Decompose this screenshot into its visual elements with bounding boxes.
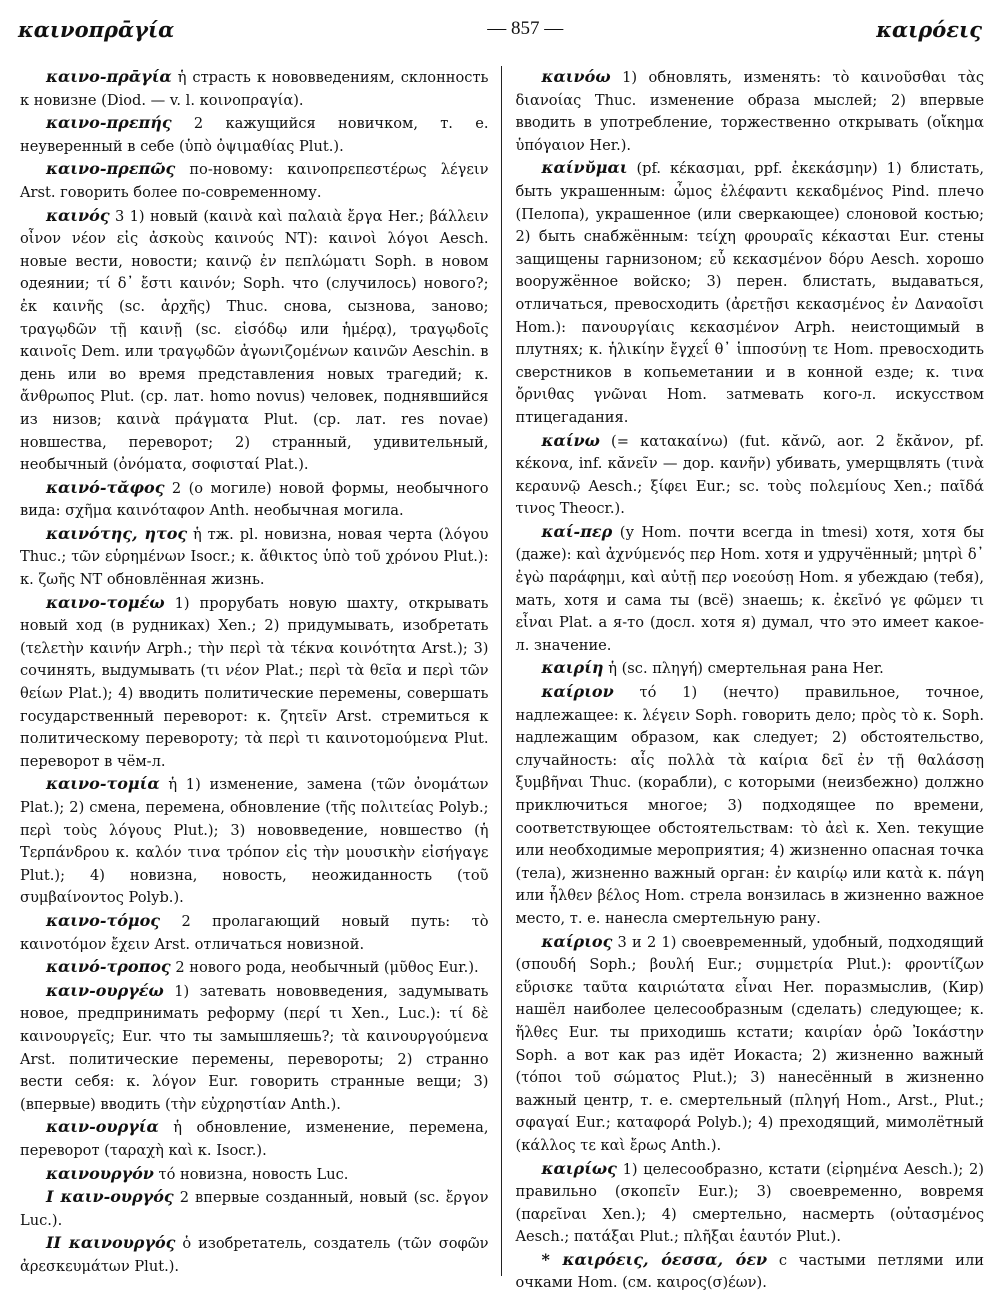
entry-definition: τό 1) (нечто) правильное, точное, надлежащее: κ. λέγειν Soph. говорить дело; πρὸς τὸ κ. Soph. надлежащим образом, как следует; 2) обстоятельство, случайность: αἷς πολλὰ τὰ καίρια δεῖ ἐν τῇ θαλάσσῃ ξυμβῆναι Thuc. (корабли), с которыми (неизбежно) должно приключиться многое; 3) подходящее по времени, соответствующее обстоятельствам: τὸ ἀεὶ κ. Xen. текущие или необходимые мероприятия; 4) жизненно опасная точка (тела), жизненно важный орган: ἐν καιρίῳ или κατὰ κ. πάγη или ἦλθεν βέλος Hom. стрела вонзилась в жизненно важное место, т. е. нанесла смертельную рану.: [515, 684, 985, 927]
dictionary-entry: [516, 521, 985, 658]
entry-definition: ὁ изобретатель, создатель (τῶν σοφῶν ἀρεσκευμάτων Plut.).: [20, 1235, 489, 1275]
entry-definition: 1) прорубать новую шахту, открывать новый ход (в рудниках) Xen.; 2) придумывать, изобретать (τελετὴν καινήν Arph.; τὴν περὶ τὰ τέκνα κοινότητα Arst.); 3) сочинять, выдумывать (τι νέον Plat.; περὶ τὰ θεῖα и περὶ τῶν θείων Plat.); 4) вводить политические перемены, совершать государственный переворот: κ. ζητεῖν Arst. стремиться к политическому перевороту; τὰ περὶ τι καινοτομούμενα Plut. переворот в чём-л.: [20, 594, 489, 770]
entry-definition: 2 кажущийся новичком, т. е. неуверенный в себе (ὑπὸ ὀψιμαθίας Plut.).: [20, 115, 489, 155]
dictionary-entry: [20, 523, 489, 592]
left-column: [16, 66, 502, 1276]
entry-headword: καινός: [46, 205, 110, 225]
entry-headword: καινο-τομία: [46, 774, 160, 794]
entry-definition: 3 и 2 1) своевременный, удобный, подходящий (σπουδή Soph.; βουλή Eur.; συμμετρία Plut.): φροντίζων εὕρισκε ταῦτα καιριώτατα εἶναι Her. поразмыслив, (Кир) нашёл наиболее целесообразным (сделать) следующее; κ. ἥλθες Eur. ты приходишь кстати; καιρίαν ὁρῶ Ἰοκάστην Soph. а вот как раз идёт Иокаста; 2) жизненно важный (τόποι τοῦ σώματος Plut.); 3) нанесённый в жизненно важный центр, т. е. смертельный (πληγή Hom., Arst., Plut.; σφαγαί Eur.; καταφορά Polyb.); 4) преходящий, мимолётный (κάλλος τε καὶ ἔρως Anth.).: [515, 933, 985, 1154]
dictionary-entry: [20, 158, 489, 204]
dictionary-entry: [516, 157, 985, 429]
page-header: [18, 12, 982, 46]
entry-definition: ἡ (sc. πληγή) смертельная рана Her.: [608, 660, 884, 678]
entry-headword: καιν-ουργέω: [46, 980, 164, 1000]
entry-definition: (pf. κέκασμαι, ppf. ἐκεκάσμην) 1) блистать, быть украшенным: ὦμος ἐλέφαντι κεκαδμένος Pind. плечо (Пелопа), украшенное (или сверкающее) слоновой костью; 2) быть снабжённым: τείχη φρουραῖς κέκασται Eur. стены защищены гарнизоном; εὖ κεκασμένον δόρυ Aesch. хорошо вооружённое войско; 3) перен. блистать, выдаваться, отличаться, превосходить (ἀρετῇσι κεκασμένος ἐν Δαναοῖσι Hom.): πανουργίαις κεκασμένον Arph. неистощимый в плутнях; κ. ἡλικίην ἔγχεΐ θ᾽ ἱπποσύνῃ τε Hom. превосходить сверстников в копьеметании и в конной езде; κ. τινα ὄρνιθας γνῶναι Hom. затмевать кого-л. искусством птицегадания.: [515, 160, 984, 426]
entry-definition: 1) обновлять, изменять: τὸ καινοῦσθαι τὰς διανοίας Thuc. изменение образа мыслей; 2) впервые вводить в употребление, торжественно открывать (οἴκημα ὑπόγαιον Her.).: [515, 69, 985, 154]
dictionary-entry: [20, 205, 489, 477]
entry-definition: 2 впервые созданный, новый (sc. ἔργον Luc.).: [20, 1189, 489, 1229]
entry-headword: καινουργόν: [46, 1163, 154, 1183]
entry-headword: I καιν-ουργός: [46, 1187, 174, 1207]
entry-definition: (у Hom. почти всегда in tmesi) хотя, хотя бы (даже): καὶ ἀχνύμενός περ Hom. хотя и удручённый; μητρὶ δ᾽ ἐγὼ παράφημι, καὶ αὐτῇ περ νοεούσῃ Hom. я убеждаю (тебя), мать, хотя и сама ты (всё) знаешь; κ. ἐκεῖνό γε φῶμεν τι εἶναι Plat. а я-то (досл. хотя я) думал, что это имеет какое-л. значение.: [515, 523, 985, 654]
entry-headword: καίριον: [541, 682, 614, 702]
dictionary-entry: [516, 430, 985, 521]
running-head-right: καιρόεις: [876, 16, 982, 42]
entry-definition: с частыми петлями или очками Hom. (см. καιρος(σ)έων).: [515, 1251, 985, 1292]
entry-definition: 2 пролагающий новый путь: τὸ καινοτόμον ἔχειν Arst. отличаться новизной.: [20, 912, 489, 953]
dictionary-entry: [20, 1186, 489, 1232]
entry-headword: καιρίως: [541, 1158, 617, 1178]
entry-definition: 2 нового рода, необычный (μῦθος Eur.).: [175, 959, 479, 977]
right-column: [502, 66, 989, 1292]
running-head-left: καινοπρᾱγία: [18, 16, 175, 42]
entry-headword: καιν-ουργία: [46, 1117, 159, 1137]
entry-definition: ἡ обновление, изменение, перемена, переворот (ταραχὴ καὶ κ. Isocr.).: [20, 1119, 489, 1159]
entry-definition: 1) целесообразно, кстати (εἰρημένα Aesch.); 2) правильно (σκοπεῖν Eur.); 3) своевременно, вовремя (παρεῖναι Xen.); 4) смертельно, насмерть (οὐτασμένος Aesch.; πατάξαι Plut.; πλῆξαι ἑαυτόν Plut.).: [515, 1160, 984, 1246]
dictionary-entry: [20, 956, 489, 980]
dictionary-entry: [516, 657, 985, 681]
dictionary-entry: [20, 1116, 489, 1162]
dictionary-entry: [516, 681, 985, 931]
entry-definition: 2 (о могиле) новой формы, необычного вида: σχῆμα καινόταφον Anth. необычная могила.: [20, 479, 489, 520]
dictionary-entry: [20, 773, 489, 910]
entry-headword: καινο-τόμος: [46, 910, 161, 930]
dictionary-columns: [16, 66, 988, 1292]
entry-definition: ἡ 1) изменение, замена (τῶν ὀνομάτων Plat.); 2) смена, перемена, обновление (τῆς πολιτείας Polyb.; περὶ τοὺς λόγους Plut.); 3) нововведение, новшество (ἡ Τερπάνδρου κ. καλόν τινα τρόπον εἰς τὴν μουσικὴν εἰσήγαγε Plut.); 4) новизна, новость, неожиданность (τοῦ συμβαίνοντος Polyb.).: [20, 776, 489, 907]
dictionary-entry: [20, 592, 489, 774]
dictionary-entry: [516, 1249, 985, 1295]
dictionary-entry: [20, 1163, 489, 1187]
entry-headword: καινό-τᾰφος: [46, 477, 165, 497]
entry-headword: καινο-πρᾱγία: [46, 67, 172, 86]
entry-definition: ἡ тж. pl. новизна, новая черта (λόγου Thuc.; τῶν εὑρημένων Isocr.; κ. ἄθικτος ὑπὸ τοῦ χρόνου Plut.): κ. ζωῆς NT обновлённая жизнь.: [20, 525, 489, 589]
dictionary-entry: [20, 477, 489, 523]
entry-headword: καινόω: [541, 67, 611, 86]
page-number: — 857 —: [487, 18, 564, 39]
dictionary-entry: [516, 66, 985, 157]
entry-headword: καινότης, ητος: [46, 523, 188, 543]
dictionary-entry: [20, 66, 489, 112]
dictionary-entry: [516, 931, 985, 1158]
entry-definition: ἡ страсть к нововведениям, склонность к новизне (Diod. — v. l. κοινοπραγία).: [20, 69, 489, 109]
entry-headword: καινο-πρεπής: [46, 113, 172, 133]
entry-definition: τό новизна, новость Luc.: [158, 1165, 349, 1183]
dictionary-entry: [20, 112, 489, 158]
entry-headword: καινό-τροπος: [46, 957, 171, 977]
entry-headword: καίνω: [541, 430, 600, 450]
entry-headword: καίριος: [541, 931, 613, 951]
dictionary-entry: [20, 1232, 489, 1278]
entry-headword: καιρίη: [541, 658, 604, 678]
entry-definition: 3 1) новый (καινὰ καὶ παλαιὰ ἔργα Her.; βάλλειν οἶνον νέον εἰς ἀσκοὺς καινούς NT): καινοὶ λόγοι Aesch. новые вести, новости; καινῷ ἐν πεπλώματι Soph. в новом одеянии; τί δ᾽ ἔστι καινόν; Soph. что (случилось) нового?; ἐκ καινῆς (sc. ἀρχῆς) Thuc. снова, сызнова, заново; τραγῳδῶν τῇ καινῇ (sc. εἰσόδῳ или ἡμέρᾳ), τραγῳδοῖς καινοῖς Dem. или τραγῳδῶν ἀγωνιζομένων καινῶν Aeschin. в день или во время представления новых трагедий; κ. ἄνθρωπος Plut. (ср. лат. homo novus) человек, поднявшийся из низов; καινὰ πράγματα Plut. (ср. лат. res novae) новшества, переворот; 2) странный, удивительный, необычный (ὀνόματα, σοφισταί Plat.).: [20, 207, 489, 474]
entry-headword: II καινουργός: [46, 1233, 176, 1253]
dictionary-entry: [516, 1158, 985, 1249]
entry-headword: * καιρόεις, όεσσα, όεν: [541, 1249, 768, 1269]
entry-headword: καινο-τομέω: [46, 592, 165, 612]
dictionary-entry: [20, 910, 489, 956]
entry-definition: по-новому: καινοπρεπεστέρως λέγειν Arst. говорить более по-современному.: [20, 161, 489, 201]
entry-headword: καίνῠμαι: [541, 158, 628, 178]
entry-headword: καινο-πρεπῶς: [46, 159, 176, 179]
entry-definition: 1) затевать нововведения, задумывать новое, предпринимать реформу (περί τι Xen., Luc.): τί δὲ καινουργεῖς; Eur. что ты замышляешь?; τὰ καινουργούμενα Arst. политические перемены, перевороты; 2) странно вести себя: κ. λόγον Eur. говорить странные вещи; 3) (впервые) вводить (τὴν εὐχρηστίαν Anth.).: [20, 982, 489, 1113]
entry-definition: (= κατακαίνω) (fut. κᾰνῶ, aor. 2 ἔκᾰνον, pf. κέκονα, inf. κᾰνεῖν — дор. κανῆν) убивать, умерщвлять (τινὰ κεραυνῷ Aesch.; ξίφει Eur.; sc. τοὺς πολεμίους Xen.; παῖδά τινος Theocr.).: [515, 432, 984, 518]
dictionary-entry: [20, 980, 489, 1117]
entry-headword: καί-περ: [541, 521, 613, 541]
